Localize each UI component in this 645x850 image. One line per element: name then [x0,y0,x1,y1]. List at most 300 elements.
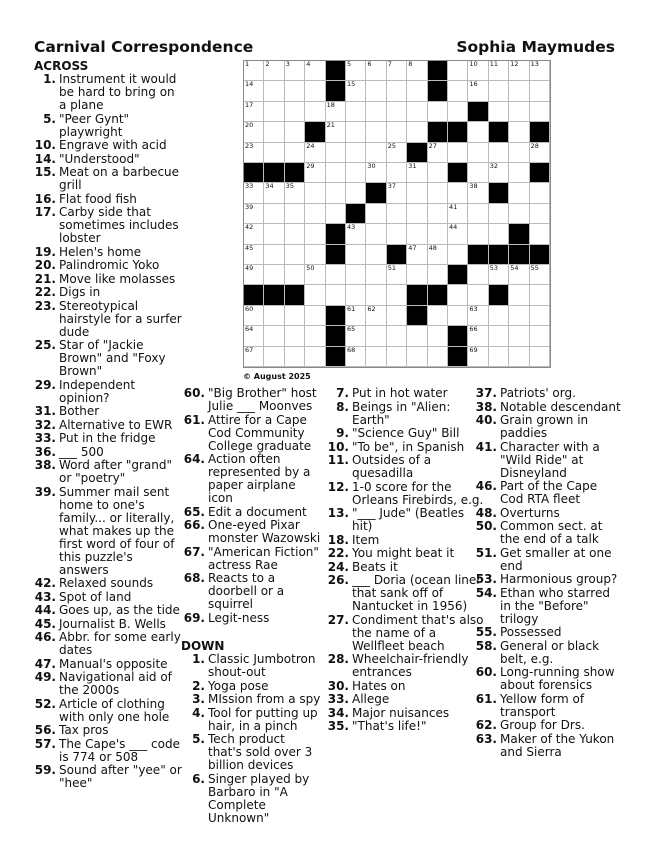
grid-cell[interactable] [264,347,284,367]
grid-cell[interactable] [366,285,386,305]
down-clue [181,693,321,706]
grid-cell[interactable] [244,183,264,203]
grid-cell[interactable] [346,285,366,305]
across-clue [34,446,184,459]
grid-cell[interactable] [387,204,407,224]
grid-cell[interactable] [346,102,366,122]
clue-text: The Cape's ___ code is 774 or 508 [59,736,180,764]
clue-text: Star of "Jackie Brown" and "Foxy Brown" [59,338,166,378]
grid-cell[interactable] [530,61,550,81]
grid-cell[interactable] [530,326,550,346]
grid-cell[interactable] [326,102,346,122]
grid-cell[interactable] [285,183,305,203]
grid-cell[interactable] [530,347,550,367]
grid-cell[interactable] [346,245,366,265]
grid-cell[interactable] [509,326,529,346]
grid-cell[interactable] [244,102,264,122]
across-clue [34,698,184,724]
cell-number: 6 [367,60,372,68]
grid-cell[interactable] [326,122,346,142]
grid-cell[interactable] [285,347,305,367]
cell-number: 53 [489,263,499,272]
clue-text: MIssion from a spy [208,692,321,706]
grid-cell[interactable] [366,306,386,326]
clue-number: 13. [327,506,349,520]
black-square [407,285,427,305]
grid-cell[interactable] [428,102,448,122]
clue-text: "To be", in Spanish [352,439,465,454]
grid-cell[interactable] [285,61,305,81]
grid-cell[interactable] [326,265,346,285]
down-clue [473,547,623,573]
clue-text: Harmonious group? [500,572,618,586]
grid-cell[interactable] [468,347,488,367]
clue-text: Put in hot water [352,386,448,400]
grid-cell[interactable] [326,163,346,183]
grid-cell[interactable] [530,204,550,224]
clue-number: 17. [34,205,56,219]
black-square [489,183,509,203]
clue-number: 1. [43,72,56,86]
cell-number: 60 [245,304,254,313]
cell-number: 50 [306,263,315,272]
clue-number: 33. [34,431,56,445]
grid-cell[interactable] [489,224,509,244]
grid-cell[interactable] [244,326,264,346]
grid-cell[interactable] [387,224,407,244]
grid-cell[interactable] [264,122,284,142]
clue-text: Helen's home [59,244,142,259]
down-clue [325,534,485,547]
cell-number: 62 [367,304,376,313]
grid-cell[interactable] [346,163,366,183]
grid-cell[interactable] [264,61,284,81]
clue-text: Character with a "Wild Ride" at Disneyland [500,439,600,480]
across-clue [181,572,321,611]
grid-cell[interactable] [468,61,488,81]
grid-cell[interactable] [366,143,386,163]
clue-text: Palindromic Yoko [59,258,160,272]
clue-number: 67. [183,544,205,559]
black-square [366,183,386,203]
grid-cell[interactable] [489,306,509,326]
clue-text: Carby side that sometimes includes lobster [59,205,179,245]
clue-number: 16. [34,191,56,206]
grid-cell[interactable] [285,81,305,101]
cell-number: 23 [245,141,254,150]
cell-number: 18 [326,100,335,109]
grid-cell[interactable] [346,122,366,142]
grid-cell[interactable] [448,61,468,81]
grid-cell[interactable] [285,122,305,142]
grid-cell[interactable] [489,81,509,101]
grid-cell[interactable] [387,306,407,326]
grid-cell[interactable] [509,204,529,224]
grid-cell[interactable] [326,143,346,163]
grid-cell[interactable] [468,183,488,203]
black-square [264,163,284,183]
cell-number: 44 [448,223,458,232]
grid-cell[interactable] [448,102,468,122]
grid-cell[interactable] [509,347,529,367]
grid-cell[interactable] [366,102,386,122]
grid-cell[interactable] [387,326,407,346]
grid-cell[interactable] [285,265,305,285]
grid-cell[interactable] [285,102,305,122]
grid-cell[interactable] [346,61,366,81]
down-clues-column-2 [325,387,485,734]
across-clue [34,73,184,112]
grid-cell[interactable] [387,265,407,285]
down-clue [181,773,321,825]
clue-number: 32. [34,417,56,432]
grid-cell[interactable] [285,224,305,244]
grid-cell[interactable] [407,265,427,285]
grid-cell[interactable] [244,224,264,244]
across-clue [34,139,184,152]
grid-cell[interactable] [285,204,305,224]
grid-cell[interactable] [387,183,407,203]
grid-cell[interactable] [305,81,325,101]
black-square [244,163,264,183]
black-square [489,245,509,265]
down-clue [325,481,485,507]
grid-cell[interactable] [244,81,264,101]
grid-cell[interactable] [428,143,448,163]
black-square [305,122,325,142]
grid-cell[interactable] [366,224,386,244]
grid-cell[interactable] [407,81,427,101]
grid-cell[interactable] [387,102,407,122]
grid-cell[interactable] [244,347,264,367]
cell-number: 1 [245,60,250,68]
grid-cell[interactable] [448,224,468,244]
grid-cell[interactable] [468,265,488,285]
clue-number: 5. [43,111,56,126]
grid-cell[interactable] [530,224,550,244]
grid-cell[interactable] [509,306,529,326]
grid-cell[interactable] [326,285,346,305]
grid-cell[interactable] [387,163,407,183]
grid-cell[interactable] [305,183,325,203]
across-clue [34,286,184,299]
grid-cell[interactable] [366,81,386,101]
grid-cell[interactable] [407,245,427,265]
clue-number: 10. [327,439,349,454]
grid-cell[interactable] [530,81,550,101]
clue-number: 2. [192,678,205,693]
grid-cell[interactable] [407,61,427,81]
clue-number: 12. [327,479,349,494]
grid-cell[interactable] [346,306,366,326]
grid-cell[interactable] [326,183,346,203]
grid-cell[interactable] [407,183,427,203]
down-clue [473,693,623,719]
across-clues-column-2 [181,387,321,825]
grid-cell[interactable] [407,326,427,346]
grid-cell[interactable] [448,285,468,305]
grid-cell[interactable] [244,143,264,163]
grid-cell[interactable] [387,347,407,367]
cell-number: 3 [285,60,290,68]
clue-text: Bother [59,404,100,418]
grid-cell[interactable] [530,285,550,305]
grid-cell[interactable] [305,204,325,224]
grid-cell[interactable] [407,122,427,142]
grid-cell[interactable] [305,326,325,346]
clue-number: 66. [183,518,205,532]
grid-cell[interactable] [244,61,264,81]
grid-cell[interactable] [530,102,550,122]
grid-cell[interactable] [244,306,264,326]
grid-cell[interactable] [264,143,284,163]
grid-cell[interactable] [366,61,386,81]
grid-cell[interactable] [387,143,407,163]
grid-cell[interactable] [407,102,427,122]
grid-cell[interactable] [346,224,366,244]
grid-cell[interactable] [305,285,325,305]
grid-cell[interactable] [530,306,550,326]
clue-number: 22. [34,285,56,299]
grid-cell[interactable] [428,347,448,367]
grid-cell[interactable] [387,81,407,101]
grid-cell[interactable] [509,102,529,122]
clue-number: 44. [34,603,56,617]
clue-text: Yoga pose [208,678,269,693]
clue-text: Navigational aid of the 2000s [59,670,172,697]
grid-cell[interactable] [305,163,325,183]
grid-cell[interactable] [366,163,386,183]
across-clue [34,591,184,604]
down-clue [473,587,623,626]
grid-cell[interactable] [448,245,468,265]
grid-cell[interactable] [346,347,366,367]
grid-cell[interactable] [468,163,488,183]
clue-text: Major nuisances [352,705,450,720]
across-clue [34,738,184,764]
across-clue [34,259,184,272]
grid-cell[interactable] [509,285,529,305]
grid-cell[interactable] [428,224,448,244]
across-clue [34,419,184,432]
clue-text: "American Fiction" actress Rae [208,544,319,572]
clue-number: 1. [192,652,205,666]
clue-number: 56. [34,723,56,737]
grid-cell[interactable] [448,204,468,224]
grid-cell[interactable] [305,245,325,265]
down-clue [325,561,485,574]
clue-number: 21. [34,271,56,286]
grid-cell[interactable] [366,245,386,265]
grid-cell[interactable] [387,61,407,81]
cell-number: 65 [346,325,356,334]
grid-cell[interactable] [468,326,488,346]
grid-cell[interactable] [468,204,488,224]
down-clue [325,707,485,720]
clue-text: Instrument it would be hard to bring on a plane [59,72,177,112]
grid-cell[interactable] [346,326,366,346]
clue-text: Hates on [352,678,406,693]
black-square [407,143,427,163]
grid-cell[interactable] [509,183,529,203]
grid-cell[interactable] [428,326,448,346]
grid-cell[interactable] [366,265,386,285]
grid-cell[interactable] [530,143,550,163]
grid-cell[interactable] [366,347,386,367]
clue-text: ___ 500 [59,444,104,459]
crossword-grid[interactable] [243,60,551,368]
across-clue [181,453,321,505]
grid-cell[interactable] [428,306,448,326]
clue-number: 26. [327,573,349,587]
cell-number: 13 [530,60,539,68]
across-clue [34,246,184,259]
grid-cell[interactable] [285,245,305,265]
clue-number: 41. [475,439,497,454]
grid-cell[interactable] [285,306,305,326]
grid-cell[interactable] [468,224,488,244]
grid-cell[interactable] [244,204,264,224]
grid-cell[interactable] [285,143,305,163]
clue-number: 18. [327,532,349,547]
grid-cell[interactable] [264,326,284,346]
down-clue [325,427,485,440]
grid-cell[interactable] [326,204,346,224]
grid-cell[interactable] [407,204,427,224]
clue-number: 47. [34,656,56,671]
grid-cell[interactable] [346,265,366,285]
black-square [387,245,407,265]
grid-cell[interactable] [530,265,550,285]
across-clue [34,618,184,631]
clue-text: Overturns [500,505,560,520]
grid-cell[interactable] [468,306,488,326]
grid-cell[interactable] [468,81,488,101]
grid-cell[interactable] [468,285,488,305]
clue-number: 27. [327,612,349,627]
grid-cell[interactable] [305,102,325,122]
cell-number: 29 [306,161,315,170]
grid-cell[interactable] [366,326,386,346]
grid-cell[interactable] [407,163,427,183]
clue-text: Common sect. at the end of a talk [500,519,603,546]
grid-cell[interactable] [305,347,325,367]
cell-number: 2 [265,60,270,68]
clue-number: 65. [183,504,205,519]
grid-cell[interactable] [387,122,407,142]
grid-cell[interactable] [264,306,284,326]
grid-cell[interactable] [264,102,284,122]
grid-cell[interactable] [489,265,509,285]
grid-cell[interactable] [305,224,325,244]
grid-cell[interactable] [264,204,284,224]
black-square [530,163,550,183]
grid-cell[interactable] [468,143,488,163]
grid-cell[interactable] [489,347,509,367]
down-clue [473,733,623,759]
grid-cell[interactable] [305,143,325,163]
across-clue [181,414,321,453]
grid-cell[interactable] [428,163,448,183]
grid-cell[interactable] [244,265,264,285]
grid-cell[interactable] [264,224,284,244]
grid-cell[interactable] [264,81,284,101]
grid-cell[interactable] [407,224,427,244]
grid-cell[interactable] [489,326,509,346]
clue-text: Article of clothing with only one hole [59,696,170,724]
grid-cell[interactable] [509,122,529,142]
grid-cell[interactable] [346,81,366,101]
grid-cell[interactable] [509,163,529,183]
grid-cell[interactable] [489,61,509,81]
grid-cell[interactable] [346,143,366,163]
grid-cell[interactable] [489,163,509,183]
across-clue [34,486,184,577]
clue-text: Wheelchair-friendly entrances [352,652,469,679]
clue-text: Independent opinion? [59,377,136,405]
across-clue [181,612,321,625]
cell-number: 38 [469,182,478,191]
grid-cell[interactable] [509,61,529,81]
grid-cell[interactable] [264,265,284,285]
grid-cell[interactable] [428,265,448,285]
black-square [326,245,346,265]
grid-cell[interactable] [530,183,550,203]
clue-number: 59. [34,763,56,777]
clue-text: Allege [352,692,390,706]
grid-cell[interactable] [489,102,509,122]
clue-number: 15. [34,165,56,179]
grid-cell[interactable] [366,204,386,224]
clue-text: Get smaller at one end [500,545,612,573]
grid-cell[interactable] [428,204,448,224]
clue-number: 46. [34,630,56,644]
cell-number: 39 [245,202,254,211]
grid-cell[interactable] [448,183,468,203]
grid-cell[interactable] [448,143,468,163]
grid-cell[interactable] [468,122,488,142]
black-square [326,306,346,326]
grid-cell[interactable] [264,183,284,203]
grid-cell[interactable] [305,61,325,81]
grid-cell[interactable] [428,183,448,203]
grid-cell[interactable] [428,245,448,265]
down-clue [473,640,623,666]
grid-cell[interactable] [244,122,264,142]
grid-cell[interactable] [387,285,407,305]
grid-cell[interactable] [509,143,529,163]
grid-cell[interactable] [448,306,468,326]
grid-cell[interactable] [489,143,509,163]
grid-cell[interactable] [509,81,529,101]
across-clue [34,300,184,339]
grid-cell[interactable] [407,347,427,367]
grid-cell[interactable] [264,245,284,265]
grid-cell[interactable] [509,265,529,285]
across-clue [34,459,184,485]
grid-cell[interactable] [346,183,366,203]
grid-cell[interactable] [448,81,468,101]
grid-cell[interactable] [305,265,325,285]
grid-cell[interactable] [366,122,386,142]
grid-cell[interactable] [244,245,264,265]
grid-cell[interactable] [305,306,325,326]
grid-cell[interactable] [285,326,305,346]
grid-cell[interactable] [489,204,509,224]
black-square [428,61,448,81]
down-clue [325,574,485,613]
black-square [326,224,346,244]
